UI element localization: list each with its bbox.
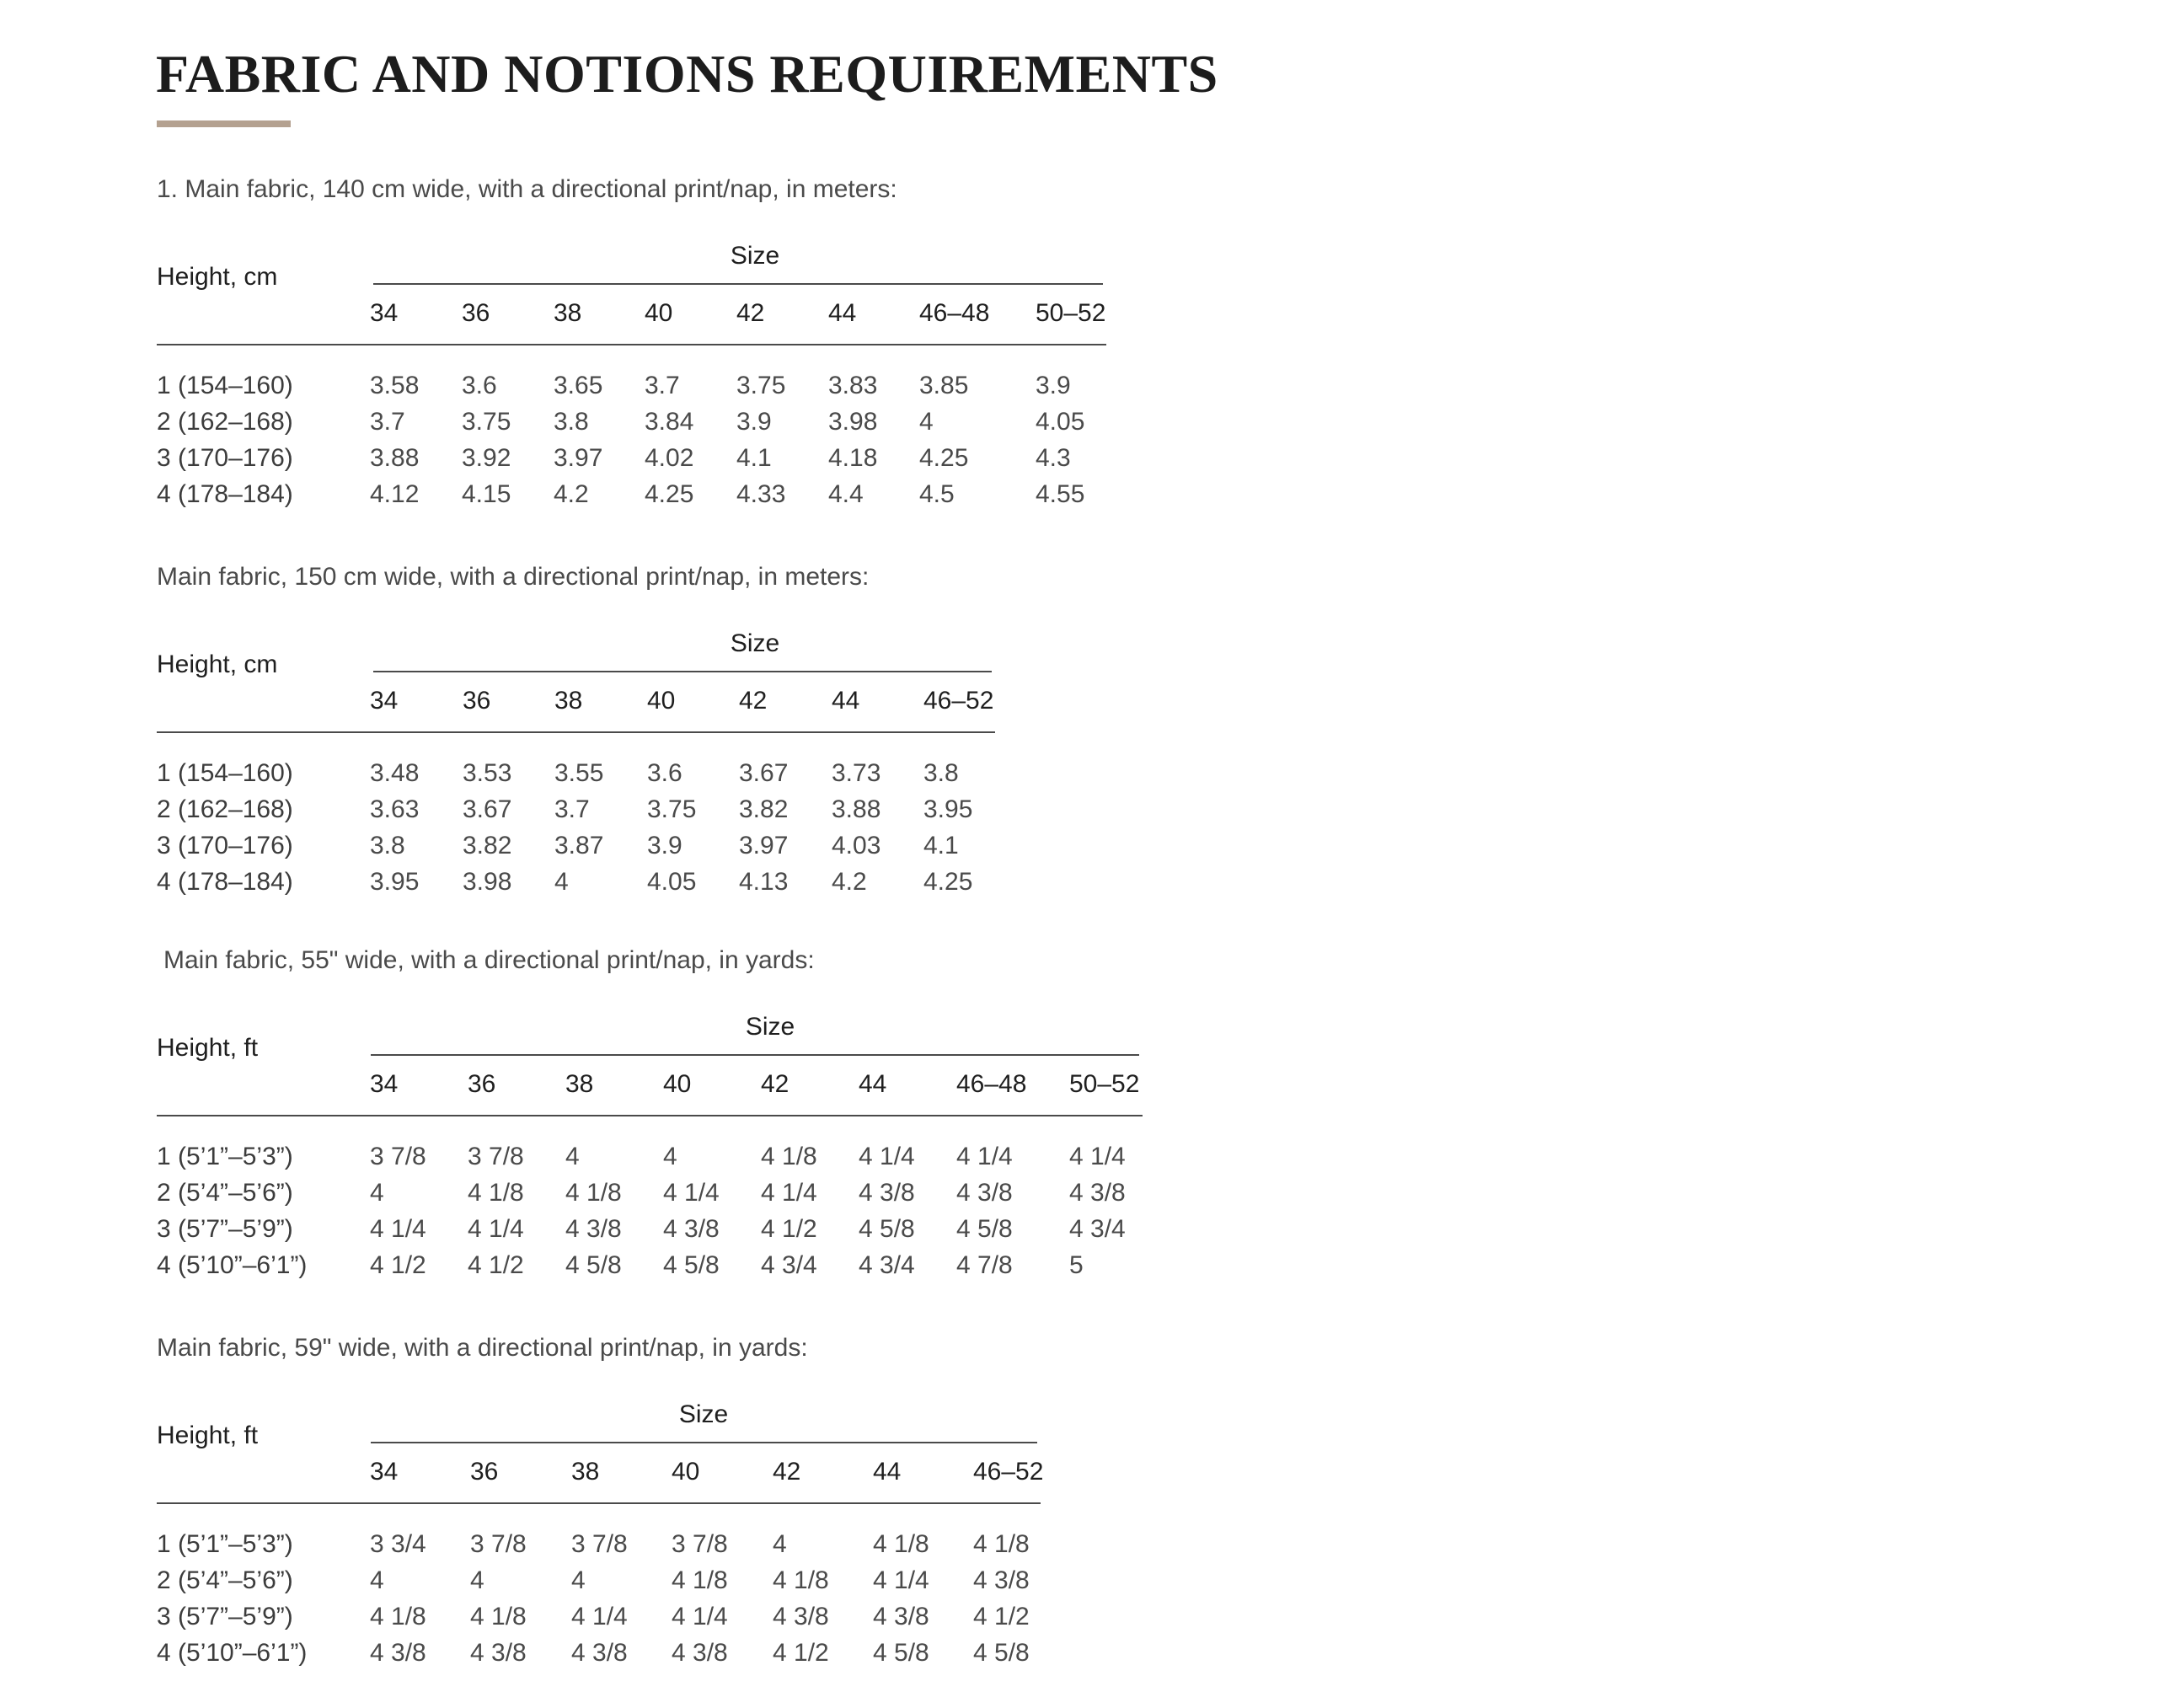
title-underline bbox=[157, 120, 291, 127]
column-header: 38 bbox=[571, 1458, 600, 1486]
table-cell: 4 3/8 bbox=[859, 1179, 915, 1207]
column-header: 42 bbox=[773, 1458, 801, 1486]
column-header: 38 bbox=[554, 299, 582, 327]
table-cell: 3.48 bbox=[370, 759, 420, 787]
column-header: 36 bbox=[470, 1458, 499, 1486]
table-cell: 4 bbox=[919, 408, 934, 436]
column-header: 40 bbox=[672, 1458, 700, 1486]
row-label: 3 (170–176) bbox=[157, 444, 293, 472]
table-cell: 3 7/8 bbox=[672, 1530, 728, 1558]
table-cell: 3 7/8 bbox=[370, 1143, 426, 1170]
table-cell: 3.65 bbox=[554, 372, 603, 399]
table-cell: 4.2 bbox=[832, 868, 867, 896]
row-label: 3 (5’7”–5’9”) bbox=[157, 1215, 293, 1243]
table-cell: 3.9 bbox=[1036, 372, 1071, 399]
table-cell: 3.84 bbox=[645, 408, 694, 436]
height-column-label: Height, cm bbox=[157, 263, 278, 291]
row-label: 4 (5’10”–6’1”) bbox=[157, 1639, 308, 1667]
column-header: 42 bbox=[736, 299, 765, 327]
table-cell: 3.82 bbox=[739, 795, 789, 823]
table-cell: 4 bbox=[565, 1143, 580, 1170]
row-label: 4 (178–184) bbox=[157, 480, 293, 508]
table-cell: 4 5/8 bbox=[956, 1215, 1013, 1243]
table-cell: 3.92 bbox=[462, 444, 511, 472]
table-cell: 4 3/4 bbox=[859, 1251, 915, 1279]
table-cell: 4.25 bbox=[919, 444, 969, 472]
column-header: 40 bbox=[645, 299, 673, 327]
table-cell: 4 1/8 bbox=[370, 1603, 426, 1630]
table-cell: 4 1/4 bbox=[672, 1603, 728, 1630]
table-cell: 4 1/8 bbox=[773, 1566, 829, 1594]
table-caption: Main fabric, 59" wide, with a directional print/nap, in yards: bbox=[157, 1334, 808, 1362]
table-cell: 4 1/2 bbox=[973, 1603, 1030, 1630]
column-header: 36 bbox=[463, 687, 491, 715]
table-cell: 4 5/8 bbox=[873, 1639, 929, 1667]
table-cell: 3.55 bbox=[554, 759, 604, 787]
table-cell: 4 1/4 bbox=[761, 1179, 817, 1207]
table-cell: 4 3/8 bbox=[470, 1639, 527, 1667]
table-cell: 3.95 bbox=[370, 868, 420, 896]
table-cell: 4 3/8 bbox=[663, 1215, 720, 1243]
row-label: 1 (5’1”–5’3”) bbox=[157, 1143, 293, 1170]
table-cell: 4 1/4 bbox=[873, 1566, 929, 1594]
row-label: 2 (5’4”–5’6”) bbox=[157, 1566, 293, 1594]
table-cell: 3.9 bbox=[736, 408, 772, 436]
table-cell: 3.8 bbox=[923, 759, 959, 787]
row-label: 2 (162–168) bbox=[157, 795, 293, 823]
column-header: 34 bbox=[370, 687, 399, 715]
row-label: 2 (5’4”–5’6”) bbox=[157, 1179, 293, 1207]
table-cell: 4 bbox=[370, 1566, 384, 1594]
table-cell: 3.98 bbox=[828, 408, 878, 436]
column-header: 44 bbox=[859, 1070, 887, 1098]
table-cell: 3.82 bbox=[463, 832, 512, 859]
row-label: 4 (5’10”–6’1”) bbox=[157, 1251, 308, 1279]
table-cell: 4 3/8 bbox=[773, 1603, 829, 1630]
table-cell: 3.98 bbox=[463, 868, 512, 896]
table-cell: 3.67 bbox=[463, 795, 512, 823]
table-cell: 4 bbox=[773, 1530, 787, 1558]
table-cell: 3.58 bbox=[370, 372, 420, 399]
table-cell: 4.3 bbox=[1036, 444, 1071, 472]
table-cell: 4 3/8 bbox=[672, 1639, 728, 1667]
table-cell: 4 1/8 bbox=[873, 1530, 929, 1558]
table-cell: 3.75 bbox=[736, 372, 786, 399]
table-cell: 3.85 bbox=[919, 372, 969, 399]
table-cell: 4.02 bbox=[645, 444, 694, 472]
table-cell: 3.53 bbox=[463, 759, 512, 787]
column-header: 44 bbox=[832, 687, 860, 715]
table-cell: 4 1/8 bbox=[761, 1143, 817, 1170]
table-cell: 4.18 bbox=[828, 444, 878, 472]
table-cell: 3.9 bbox=[647, 832, 682, 859]
table-cell: 3.63 bbox=[370, 795, 420, 823]
table-cell: 4 3/8 bbox=[370, 1639, 426, 1667]
table-cell: 4.1 bbox=[736, 444, 772, 472]
table-cell: 4 1/4 bbox=[468, 1215, 524, 1243]
table-cell: 4.05 bbox=[647, 868, 697, 896]
table-cell: 4 5/8 bbox=[565, 1251, 622, 1279]
table-cell: 4.33 bbox=[736, 480, 786, 508]
header-rule bbox=[157, 1115, 1143, 1116]
column-header: 34 bbox=[370, 1070, 399, 1098]
column-header: 46–48 bbox=[919, 299, 990, 327]
size-rule bbox=[371, 1054, 1139, 1056]
table-cell: 3.67 bbox=[739, 759, 789, 787]
row-label: 3 (170–176) bbox=[157, 832, 293, 859]
column-header: 46–48 bbox=[956, 1070, 1027, 1098]
column-header: 44 bbox=[873, 1458, 902, 1486]
column-header: 50–52 bbox=[1069, 1070, 1140, 1098]
table-cell: 3 7/8 bbox=[571, 1530, 628, 1558]
table-cell: 4 1/2 bbox=[468, 1251, 524, 1279]
table-cell: 4 1/4 bbox=[956, 1143, 1013, 1170]
column-header: 34 bbox=[370, 299, 399, 327]
table-caption: 1. Main fabric, 140 cm wide, with a directional print/nap, in meters: bbox=[157, 175, 897, 203]
table-cell: 4 5/8 bbox=[663, 1251, 720, 1279]
row-label: 2 (162–168) bbox=[157, 408, 293, 436]
table-cell: 3.88 bbox=[832, 795, 881, 823]
table-cell: 4 bbox=[663, 1143, 677, 1170]
table-cell: 4.25 bbox=[923, 868, 973, 896]
table-cell: 4 3/8 bbox=[956, 1179, 1013, 1207]
table-cell: 4.55 bbox=[1036, 480, 1085, 508]
column-header: 42 bbox=[761, 1070, 789, 1098]
table-cell: 4 3/8 bbox=[565, 1215, 622, 1243]
table-cell: 4 3/4 bbox=[1069, 1215, 1126, 1243]
table-cell: 4.4 bbox=[828, 480, 864, 508]
table-cell: 4 1/4 bbox=[663, 1179, 720, 1207]
table-cell: 3.73 bbox=[832, 759, 881, 787]
table-cell: 3.88 bbox=[370, 444, 420, 472]
header-rule bbox=[157, 1502, 1041, 1504]
table-cell: 4 1/8 bbox=[973, 1530, 1030, 1558]
height-column-label: Height, ft bbox=[157, 1422, 259, 1449]
table-cell: 4 1/8 bbox=[565, 1179, 622, 1207]
size-rule bbox=[371, 1442, 1037, 1443]
table-cell: 4 3/8 bbox=[973, 1566, 1030, 1594]
table-cell: 4 1/2 bbox=[773, 1639, 829, 1667]
size-rule bbox=[373, 671, 992, 672]
table-cell: 3.7 bbox=[370, 408, 405, 436]
table-cell: 4 1/4 bbox=[859, 1143, 915, 1170]
table-cell: 3.97 bbox=[739, 832, 789, 859]
column-header: 50–52 bbox=[1036, 299, 1106, 327]
table-cell: 4.25 bbox=[645, 480, 694, 508]
table-cell: 4 1/4 bbox=[1069, 1143, 1126, 1170]
table-cell: 3.87 bbox=[554, 832, 604, 859]
size-rule bbox=[373, 283, 1103, 285]
table-cell: 3.7 bbox=[554, 795, 590, 823]
height-column-label: Height, cm bbox=[157, 651, 278, 678]
row-label: 1 (154–160) bbox=[157, 372, 293, 399]
table-cell: 4 3/8 bbox=[571, 1639, 628, 1667]
table-cell: 3.75 bbox=[462, 408, 511, 436]
table-cell: 4.13 bbox=[739, 868, 789, 896]
table-cell: 4 bbox=[554, 868, 569, 896]
table-cell: 4 5/8 bbox=[973, 1639, 1030, 1667]
column-header: 36 bbox=[462, 299, 490, 327]
table-cell: 4 3/8 bbox=[1069, 1179, 1126, 1207]
column-header: 40 bbox=[647, 687, 676, 715]
row-label: 3 (5’7”–5’9”) bbox=[157, 1603, 293, 1630]
table-cell: 4.2 bbox=[554, 480, 589, 508]
table-cell: 3.95 bbox=[923, 795, 973, 823]
height-column-label: Height, ft bbox=[157, 1034, 259, 1062]
table-cell: 4 3/8 bbox=[873, 1603, 929, 1630]
header-rule bbox=[157, 344, 1106, 345]
table-cell: 4 bbox=[571, 1566, 586, 1594]
column-header: 36 bbox=[468, 1070, 496, 1098]
table-cell: 3.7 bbox=[645, 372, 680, 399]
table-cell: 3.8 bbox=[370, 832, 405, 859]
table-cell: 3 3/4 bbox=[370, 1530, 426, 1558]
table-cell: 4 1/4 bbox=[571, 1603, 628, 1630]
table-cell: 4.15 bbox=[462, 480, 511, 508]
table-cell: 4 5/8 bbox=[859, 1215, 915, 1243]
page-title: FABRIC AND NOTIONS REQUIREMENTS bbox=[156, 44, 1218, 104]
table-cell: 3.6 bbox=[647, 759, 682, 787]
table-cell: 4.05 bbox=[1036, 408, 1085, 436]
size-label: Size bbox=[730, 242, 780, 270]
table-cell: 4.12 bbox=[370, 480, 420, 508]
table-cell: 3 7/8 bbox=[470, 1530, 527, 1558]
table-cell: 4.5 bbox=[919, 480, 955, 508]
table-cell: 4 1/2 bbox=[370, 1251, 426, 1279]
table-cell: 4 7/8 bbox=[956, 1251, 1013, 1279]
row-label: 1 (154–160) bbox=[157, 759, 293, 787]
table-cell: 3.83 bbox=[828, 372, 878, 399]
table-caption: Main fabric, 150 cm wide, with a directional print/nap, in meters: bbox=[157, 563, 870, 591]
table-cell: 4 bbox=[370, 1179, 384, 1207]
row-label: 4 (178–184) bbox=[157, 868, 293, 896]
column-header: 38 bbox=[565, 1070, 594, 1098]
table-cell: 4.1 bbox=[923, 832, 959, 859]
table-cell: 3.8 bbox=[554, 408, 589, 436]
size-label: Size bbox=[678, 1400, 729, 1428]
table-cell: 4 1/8 bbox=[672, 1566, 728, 1594]
column-header: 34 bbox=[370, 1458, 399, 1486]
row-label: 1 (5’1”–5’3”) bbox=[157, 1530, 293, 1558]
table-cell: 4 1/2 bbox=[761, 1215, 817, 1243]
table-cell: 4 3/4 bbox=[761, 1251, 817, 1279]
table-cell: 4 1/8 bbox=[470, 1603, 527, 1630]
table-cell: 4 bbox=[470, 1566, 484, 1594]
table-cell: 3.75 bbox=[647, 795, 697, 823]
column-header: 42 bbox=[739, 687, 768, 715]
table-caption: Main fabric, 55" wide, with a directional print/nap, in yards: bbox=[163, 946, 815, 974]
column-header: 38 bbox=[554, 687, 583, 715]
table-cell: 4 1/4 bbox=[370, 1215, 426, 1243]
column-header: 40 bbox=[663, 1070, 692, 1098]
table-cell: 4 1/8 bbox=[468, 1179, 524, 1207]
table-cell: 3.6 bbox=[462, 372, 497, 399]
column-header: 46–52 bbox=[923, 687, 994, 715]
header-rule bbox=[157, 731, 995, 733]
column-header: 44 bbox=[828, 299, 857, 327]
table-cell: 3 7/8 bbox=[468, 1143, 524, 1170]
column-header: 46–52 bbox=[973, 1458, 1044, 1486]
table-cell: 5 bbox=[1069, 1251, 1084, 1279]
table-cell: 4.03 bbox=[832, 832, 881, 859]
size-label: Size bbox=[730, 629, 780, 657]
table-cell: 3.97 bbox=[554, 444, 603, 472]
size-label: Size bbox=[745, 1013, 795, 1041]
